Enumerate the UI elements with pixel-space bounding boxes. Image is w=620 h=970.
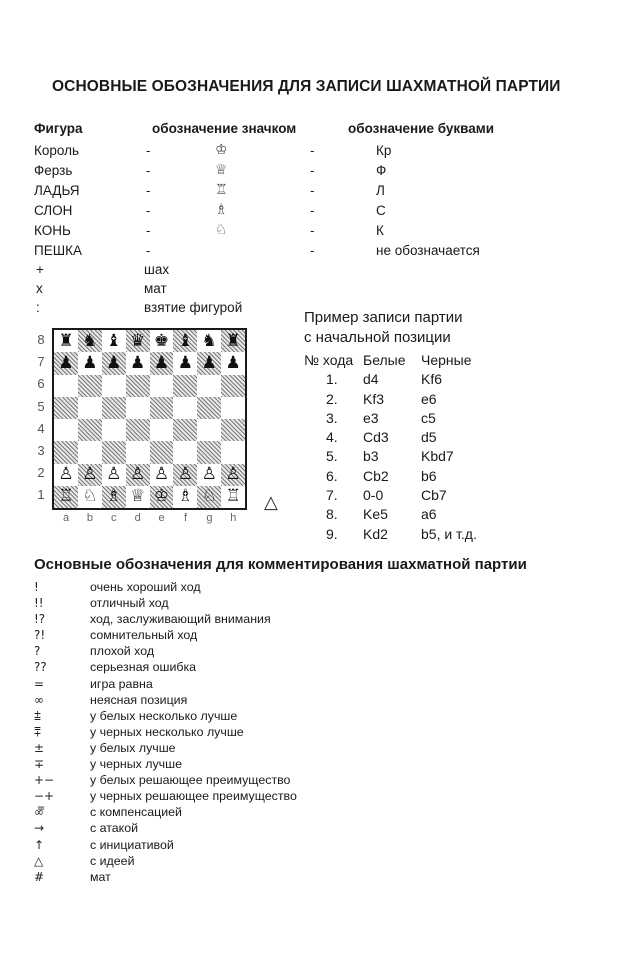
piece-letters: С (376, 203, 386, 218)
board-square: ♟ (150, 352, 174, 374)
board-square: ♙ (150, 464, 174, 486)
move-white: Cd3 (363, 429, 389, 446)
dash: - (146, 163, 151, 178)
annotation-text: серьезная ошибка (90, 660, 197, 675)
board-square: ♕ (126, 486, 150, 508)
board-square (78, 419, 102, 441)
king-icon: ♔ (215, 142, 228, 158)
board-square (197, 375, 221, 397)
col-white: Белые (363, 352, 406, 368)
board-square: ♝ (173, 330, 197, 352)
board-square (78, 397, 102, 419)
board-square (54, 419, 78, 441)
move-black: e6 (421, 390, 437, 407)
dash: - (310, 203, 315, 218)
example-title-line1: Пример записи партии (304, 309, 463, 326)
board-square: ♗ (173, 486, 197, 508)
dash: - (310, 163, 315, 178)
annotation-text: у черных решающее преимущество (90, 789, 297, 804)
board-square (197, 419, 221, 441)
board-square (221, 441, 245, 463)
extra-text: шах (144, 262, 170, 277)
file-label: e (158, 512, 165, 524)
annotation-symbol: −+ (34, 789, 55, 804)
move-white: Kd2 (363, 525, 388, 542)
piece-name: СЛОН (34, 203, 73, 218)
piece-name: КОНЬ (34, 223, 71, 238)
file-label: h (230, 512, 237, 524)
board-square: ♙ (126, 464, 150, 486)
annotation-symbol: ∓ (34, 757, 45, 772)
move-number: 6. (326, 467, 338, 484)
board-square: ♘ (78, 486, 102, 508)
file-label: a (62, 512, 70, 524)
board-square (126, 397, 150, 419)
board-square (54, 441, 78, 463)
extra-text: мат (144, 281, 167, 296)
annotation-text: у белых несколько лучше (90, 708, 238, 723)
header-piece: Фигура (34, 121, 83, 136)
annotation-text: с компенсацией (90, 805, 182, 820)
rank-label: 8 (37, 332, 45, 347)
extra-text: взятие фигурой (144, 300, 243, 315)
extra-symbol: : (36, 300, 40, 315)
annotation-text: у черных несколько лучше (90, 724, 244, 739)
move-black: Cb7 (421, 487, 447, 504)
board-square (102, 441, 126, 463)
board-square: ♙ (78, 464, 102, 486)
board-square: ♖ (221, 486, 245, 508)
chess-board-figure (34, 324, 274, 534)
board-square (54, 397, 78, 419)
annotation-text: у белых решающее преимущество (90, 773, 291, 788)
annotation-text: сомнительный ход (90, 628, 198, 643)
board-square (221, 375, 245, 397)
dash: - (310, 183, 315, 198)
annotation-symbol: ?! (34, 628, 46, 643)
col-black: Черные (421, 352, 472, 368)
move-number: 9. (326, 525, 338, 542)
piece-name: ПЕШКА (34, 243, 82, 258)
annotation-symbol: ⩲ (34, 708, 42, 723)
board-square (173, 441, 197, 463)
move-black: Kbd7 (421, 448, 454, 465)
board-square (102, 397, 126, 419)
move-number: 2. (326, 390, 338, 407)
annotation-text: мат (90, 869, 111, 884)
board-square: ♙ (221, 464, 245, 486)
dash: - (146, 203, 151, 218)
board-square: ♘ (197, 486, 221, 508)
dash: - (310, 143, 315, 158)
file-label: f (183, 512, 188, 524)
annotation-text: с инициативой (90, 837, 174, 852)
board-square: ♝ (102, 330, 126, 352)
dash: - (310, 223, 315, 238)
annotation-symbol: ⩱ (34, 724, 42, 739)
queen-icon: ♕ (215, 162, 228, 178)
annotation-text: с атакой (90, 821, 139, 836)
piece-name: Король (34, 143, 80, 158)
board-square (173, 375, 197, 397)
example-title (304, 308, 463, 348)
board-square (221, 397, 245, 419)
board-square (150, 375, 174, 397)
move-black: a6 (421, 506, 437, 523)
file-label: b (86, 512, 93, 524)
col-move-number: № хода (304, 352, 354, 368)
extra-symbol: x (36, 281, 43, 296)
annotation-text: плохой ход (90, 644, 155, 659)
annotation-text: очень хороший ход (90, 580, 201, 594)
board-square (173, 419, 197, 441)
move-number: 7. (326, 487, 338, 504)
move-number: 3. (326, 409, 338, 426)
board-square: ♟ (102, 352, 126, 374)
board-square: ♚ (150, 330, 174, 352)
annotation-symbol: !! (34, 596, 44, 611)
board-square (126, 441, 150, 463)
extra-symbol: + (36, 262, 44, 277)
board-square: ♙ (173, 464, 197, 486)
board-square (173, 397, 197, 419)
board-square: ♟ (221, 352, 245, 374)
move-number: 8. (326, 506, 338, 523)
board-square: ♟ (126, 352, 150, 374)
dash: - (310, 243, 315, 258)
move-number: 1. (326, 371, 338, 388)
rook-icon: ♖ (215, 182, 228, 198)
rank-label: 1 (37, 487, 45, 503)
rank-label: 3 (37, 443, 45, 458)
board-square: ♙ (54, 464, 78, 486)
annotation-symbol: +− (34, 773, 55, 788)
piece-letters: Л (376, 183, 385, 198)
move-black: c5 (421, 409, 436, 426)
board-square (150, 441, 174, 463)
move-white: Cb2 (363, 467, 389, 484)
annotation-symbol: ? (34, 644, 41, 659)
annotation-symbol: ∞ (34, 692, 44, 707)
annotation-symbol: ± (34, 740, 45, 755)
dash: - (146, 143, 151, 158)
piece-letters: К (376, 223, 384, 238)
header-icon: обозначение значком (152, 121, 297, 136)
board-square (150, 397, 174, 419)
example-title-line2: с начальной позиции (304, 329, 451, 346)
page-title: ОСНОВНЫЕ ОБОЗНАЧЕНИЯ ДЛЯ ЗАПИСИ ШАХМАТНОЙ ПАРТИИ (52, 78, 561, 95)
board-square (78, 441, 102, 463)
annotation-symbol: ∞̿ (34, 805, 44, 820)
triangle-icon: △ (264, 492, 278, 513)
piece-letters: Ф (376, 163, 387, 178)
board-square (197, 397, 221, 419)
knight-icon: ♘ (215, 222, 228, 238)
board-square (221, 419, 245, 441)
move-black: Kf6 (421, 371, 443, 388)
section-title-annotations: Основные обозначения для комментирования шахматной партии (34, 556, 527, 573)
board-square: ♗ (102, 486, 126, 508)
board-square (150, 419, 174, 441)
move-white: b3 (363, 448, 379, 465)
file-label: c (111, 512, 117, 524)
board-square: ♜ (54, 330, 78, 352)
chess-board (52, 328, 247, 510)
annotation-text: отличный ход (90, 596, 169, 611)
board-square: ♞ (197, 330, 221, 352)
board-square (102, 375, 126, 397)
move-white: 0-0 (363, 487, 384, 504)
board-square: ♟ (78, 352, 102, 374)
rank-label: 4 (37, 420, 45, 436)
file-label: g (206, 512, 213, 524)
board-square: ♞ (78, 330, 102, 352)
move-white: d4 (363, 371, 379, 388)
bishop-icon: ♗ (215, 202, 228, 218)
annotation-text: у белых лучше (90, 740, 176, 755)
annotation-text: ход, заслуживающий внимания (90, 612, 271, 627)
board-square (197, 441, 221, 463)
rank-label: 5 (37, 398, 45, 414)
board-square: ♙ (197, 464, 221, 486)
annotation-symbol: # (34, 869, 45, 884)
annotation-symbol: ! (34, 580, 39, 594)
board-square: ♟ (54, 352, 78, 374)
board-square: ♖ (54, 486, 78, 508)
annotation-text: у черных лучше (90, 757, 182, 772)
dash: - (146, 183, 151, 198)
board-square (126, 375, 150, 397)
board-square: ♙ (102, 464, 126, 486)
board-square (54, 375, 78, 397)
annotation-symbol: = (34, 676, 45, 691)
annotation-symbol: → (34, 821, 45, 836)
move-white: e3 (363, 409, 379, 426)
board-square (126, 419, 150, 441)
move-white: Kf3 (363, 390, 385, 407)
board-square (102, 419, 126, 441)
move-number: 5. (326, 448, 338, 465)
board-square: ♔ (150, 486, 174, 508)
move-black: b6 (421, 467, 437, 484)
piece-name: Ферзь (34, 163, 73, 178)
move-black: d5 (421, 429, 437, 446)
file-label: d (134, 512, 141, 524)
annotation-text: с идеей (90, 853, 135, 868)
annotation-text: неясная позиция (90, 692, 188, 707)
rank-label: 2 (37, 465, 45, 481)
annotation-symbol: ↑ (34, 837, 45, 852)
board-square (78, 375, 102, 397)
move-white: Ke5 (363, 506, 388, 523)
annotation-text: игра равна (90, 676, 153, 691)
piece-letters: Кр (376, 143, 392, 158)
board-square: ♟ (173, 352, 197, 374)
board-square: ♟ (197, 352, 221, 374)
piece-letters: не обозначается (376, 243, 480, 258)
move-number: 4. (326, 429, 338, 446)
annotation-symbol: !? (34, 612, 46, 627)
annotation-symbol: ?? (34, 660, 47, 675)
rank-label: 6 (37, 376, 45, 392)
dash: - (146, 223, 151, 238)
move-black: b5, и т.д. (421, 525, 477, 542)
dash: - (146, 243, 151, 258)
board-square: ♛ (126, 330, 150, 352)
piece-name: ЛАДЬЯ (34, 183, 80, 198)
board-square: ♜ (221, 330, 245, 352)
rank-label: 7 (37, 354, 45, 370)
header-letters: обозначение буквами (348, 121, 495, 136)
annotation-symbol: △ (34, 853, 44, 868)
